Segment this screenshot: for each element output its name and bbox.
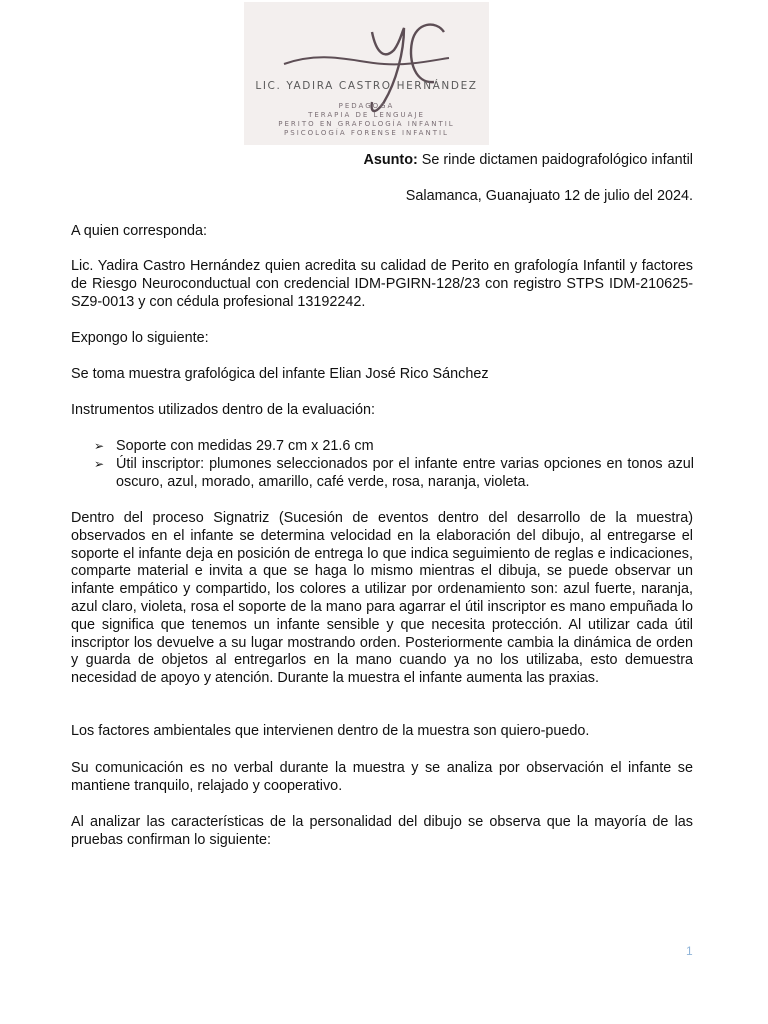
intro-paragraph: Lic. Yadira Castro Hernández quien acredita su calidad de Perito en grafología Infantil y factores de Riesgo Neuroconductual con credencial IDM-PGIRN-128/23 con registro STPS IDM-210625-SZ9-0013 y con cédula profesional 13192242.: [71, 258, 693, 310]
greeting: A quien corresponda:: [71, 223, 208, 239]
letterhead-title: PEDAGOGA: [338, 102, 395, 110]
analysis-paragraph: Al analizar las características de la personalidad del dibujo se observa que la mayoría de las pruebas confirman lo siguiente:: [71, 814, 693, 848]
signatriz-paragraph: Dentro del proceso Signatriz (Sucesión de eventos dentro del desarrollo de la muestra) observados en el infante se determina velocidad en la elaboración del dibujo, al entregarse el soporte el infante deja en posición de entrega lo que indica seguimiento de reglas e indicaciones, comparte material e invita a que se haga lo mismo mientras el dibuja, se puede observar un infante empático y compartido, los colores a utilizar por ordenamiento son: azul fuerte, naranja, azul claro, violeta, rosa el soporte de la mano para agarrar el útil inscriptor es mano empuñada lo que significa que tenemos un infante sensible y que necesita protección. Al utilizar cada útil inscriptor los devuelve a su lugar mostrando orden. Posteriormente cambia la dinámica de orden y guarda de objetos al entregarlos en la mano cuando ya no los utilizaba, esto demuestra necesidad de apoyo y atención. Durante la muestra el infante aumenta las praxias.: [71, 510, 693, 687]
letterhead-title: PSICOLOGÍA FORENSE INFANTIL: [284, 129, 449, 137]
communication-paragraph: Su comunicación es no verbal durante la muestra y se analiza por observación el infante se mantiene tranquilo, relajado y cooperativo.: [71, 760, 693, 794]
logo-swoosh: [284, 57, 449, 64]
logo-letter-y: [372, 28, 404, 111]
page-number: 1: [686, 944, 693, 958]
letterhead-title: TERAPIA DE LENGUAJE: [308, 111, 425, 119]
letterhead-name: LIC. YADIRA CASTRO HERNÁNDEZ: [255, 80, 478, 92]
arrow-bullet-icon: ➢: [94, 439, 105, 453]
list-item-text: Útil inscriptor: plumones seleccionados por el infante entre varias opciones en tonos azul oscuro, azul, morado, amarillo, café verde, rosa, naranja, violeta.: [116, 455, 694, 490]
factors-paragraph: Los factores ambientales que intervienen dentro de la muestra son quiero-puedo.: [71, 723, 590, 739]
subject-text: Se rinde dictamen paidografológico infantil: [417, 152, 693, 168]
list-item: [94, 438, 694, 456]
expongo-line: Expongo lo siguiente:: [71, 330, 209, 346]
subject-label: Asunto:: [363, 152, 418, 168]
letterhead: [244, 2, 489, 145]
letterhead-title: PERITO EN GRAFOLOGÍA INFANTIL: [278, 120, 455, 128]
instruments-heading: Instrumentos utilizados dentro de la evaluación:: [71, 402, 375, 418]
subject-line: [363, 151, 693, 169]
instruments-list: [94, 438, 694, 491]
place-date: Salamanca, Guanajuato 12 de julio del 2024.: [405, 188, 693, 204]
arrow-bullet-icon: ➢: [94, 456, 105, 471]
logo-letter-c: [411, 25, 444, 83]
list-item: [94, 456, 694, 492]
list-item-text: Soporte con medidas 29.7 cm x 21.6 cm: [116, 438, 374, 454]
sample-line: Se toma muestra grafológica del infante Elian José Rico Sánchez: [71, 366, 489, 382]
